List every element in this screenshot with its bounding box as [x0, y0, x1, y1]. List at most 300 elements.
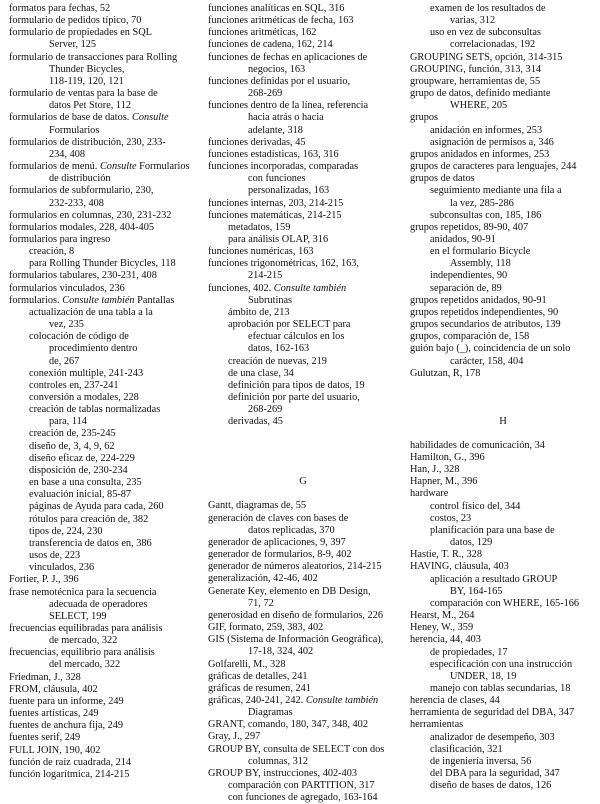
index-subentry [208, 343, 398, 355]
entry-text: especificación con una instrucción [430, 658, 573, 670]
entry-text: creación, 8 [29, 246, 75, 258]
entry-text: generación de claves con bases de [208, 512, 349, 524]
index-subentry [9, 380, 197, 392]
index-subentry [9, 550, 197, 562]
entry-text: efectuar cálculos en los [248, 331, 345, 343]
index-entry [208, 15, 398, 27]
cross-reference-note: Consulte también [62, 294, 135, 306]
index-entry [410, 76, 596, 88]
entry-text: GIF, formato, 259, 383, 402 [208, 622, 324, 634]
index-entry [410, 64, 596, 76]
entry-text: seguimiento mediante una fila a [430, 185, 562, 197]
entry-text: correlacionadas, 192 [450, 39, 536, 51]
entry-text: separación de, 89 [430, 282, 502, 294]
index-subentry [410, 671, 596, 683]
index-subentry [9, 246, 197, 258]
entry-text: analizador de desempeño, 303 [430, 731, 555, 743]
entry-text: funciones derivadas, 45 [208, 136, 306, 148]
entry-text: tipos de, 224, 230 [29, 525, 103, 537]
index-entry [208, 283, 398, 295]
index-entry [208, 659, 398, 671]
entry-text: datos replicadas, 370 [248, 524, 335, 536]
index-entry [9, 647, 197, 659]
cross-reference-note: Consulte también [273, 282, 347, 294]
index-subentry [410, 3, 596, 15]
index-subentry [208, 234, 398, 246]
index-subentry [9, 319, 197, 331]
index-entry [9, 185, 197, 197]
index-subentry [410, 586, 596, 598]
entry-text: funciones definidas por el usuario, [208, 75, 351, 87]
entry-text: colocación de código de [29, 331, 129, 343]
index-subentry [410, 15, 596, 27]
index-subentry [410, 185, 596, 197]
index-subentry [410, 137, 596, 149]
spacer [208, 440, 398, 452]
index-subentry [208, 598, 398, 610]
index-subentry [9, 514, 197, 526]
entry-text: conversión a modales, 228 [29, 392, 139, 403]
index-entry [410, 331, 596, 343]
entry-text: funciones de fechas en aplicaciones de [208, 51, 368, 63]
entry-text: transferencia de datos en, 386 [29, 537, 152, 549]
spacer [208, 428, 398, 440]
entry-text: GROUPING SETS, opción, 314-315 [410, 51, 563, 63]
index-entry [9, 587, 197, 599]
entry-text: 232-233, 408 [49, 197, 104, 209]
entry-text: examen de los resultados de [430, 3, 546, 14]
index-entry [208, 768, 398, 780]
index-entry [208, 537, 398, 549]
entry-text: SELECT, 199 [49, 610, 107, 622]
entry-text: actualización de una tabla a la [29, 306, 153, 318]
index-subentry [410, 125, 596, 137]
index-subentry [410, 501, 596, 513]
entry-text: BY, 164-165 [450, 585, 503, 597]
entry-text: control físico del, 344 [430, 500, 521, 512]
index-entry [208, 695, 398, 707]
entry-text: derivadas, 45 [228, 416, 283, 428]
entry-text: formularios. [9, 294, 60, 306]
entry-text: 17-18, 324, 402 [248, 646, 314, 658]
entry-text: Hamilton, G., 396 [410, 452, 485, 463]
entry-text: anidados, 90-91 [430, 233, 496, 245]
entry-text: funciones analíticas en SQL, 316 [208, 3, 345, 14]
index-entry [9, 15, 197, 27]
entry-text: funciones matemáticas, 214-215 [208, 209, 342, 221]
index-subentry [9, 198, 197, 210]
entry-text: formularios para ingreso [9, 233, 111, 245]
entry-text: generador de aplicaciones, 9, 397 [208, 536, 346, 548]
index-entry [208, 137, 398, 149]
index-subentry [9, 76, 197, 88]
entry-text: funciones incorporadas, comparadas [208, 161, 359, 173]
entry-text: comparación con PARTITION, 317 [228, 780, 375, 792]
entry-text: herencia, 44, 403 [410, 634, 481, 646]
entry-text: WHERE, 205 [450, 100, 508, 112]
entry-text: adelante, 318 [248, 124, 303, 136]
index-entry [208, 744, 398, 756]
entry-text: datos Pet Store, 112 [49, 100, 131, 112]
index-entry [410, 88, 596, 100]
index-subentry [9, 64, 197, 76]
entry-text: fuentes artísticas, 249 [9, 708, 99, 720]
entry-text: diseño de, 3, 4, 9, 62 [29, 440, 115, 452]
index-entry [208, 210, 398, 222]
entry-text: la vez, 285-286 [450, 197, 514, 209]
index-entry [9, 574, 197, 586]
index-entry [208, 513, 398, 525]
index-entry [9, 295, 197, 307]
index-subentry [208, 416, 398, 428]
index-subentry [410, 659, 596, 671]
index-entry [9, 708, 197, 720]
entry-text: funciones estadísticas, 163, 316 [208, 148, 339, 160]
entry-text: formularios de subformulario, 230, [9, 185, 154, 197]
entry-text: herramientas [410, 719, 464, 731]
entry-text: 71, 72 [248, 597, 274, 609]
spacer [410, 392, 596, 404]
index-entry [9, 88, 197, 100]
entry-text: FROM, cláusula, 402 [9, 683, 98, 695]
entry-text: GROUP BY, instrucciones, 402-403 [208, 767, 358, 779]
index-entry [208, 634, 398, 646]
entry-text: 234, 408 [49, 148, 86, 160]
index-subentry [410, 768, 596, 780]
entry-text: GIS (Sistema de Información Geográfica), [208, 634, 384, 646]
index-entry [410, 173, 596, 185]
entry-text: negocios, 163 [248, 63, 306, 75]
entry-text: de mercado, 322 [49, 635, 118, 647]
index-entry [9, 3, 197, 15]
entry-text: grupos secundarios de atributos, 139 [410, 319, 561, 331]
index-column-1 [9, 3, 197, 781]
index-entry [208, 161, 398, 173]
index-entry [208, 149, 398, 161]
entry-text: frecuencias, equilibrio para análisis [9, 647, 155, 659]
entry-text: columnas, 312 [248, 755, 309, 767]
entry-text: GROUP BY, consulta de SELECT con dos [208, 743, 385, 755]
entry-text: clasificación, 321 [430, 743, 503, 755]
index-subentry [410, 683, 596, 695]
cross-reference-target: Pantallas [137, 294, 175, 306]
index-entry [410, 695, 596, 707]
index-subentry [208, 125, 398, 137]
index-subentry [410, 234, 596, 246]
index-entry [410, 634, 596, 646]
index-entry [208, 27, 398, 39]
index-subentry [208, 780, 398, 792]
entry-text: Hastie, T. R., 328 [410, 549, 482, 561]
entry-text: vez, 235 [49, 319, 84, 331]
index-entry [208, 671, 398, 683]
entry-text: Gray, J., 297 [208, 731, 261, 743]
index-entry [208, 3, 398, 15]
index-entry [9, 720, 197, 732]
index-entry [9, 283, 197, 295]
index-entry [410, 610, 596, 622]
entry-text: independientes, 90 [430, 270, 508, 282]
index-entry [9, 732, 197, 744]
index-subentry [410, 356, 596, 368]
index-entry [208, 573, 398, 585]
entry-text: frase nemotécnica para la secuencia [9, 586, 157, 598]
entry-text: aprobación por SELECT para [228, 319, 351, 331]
entry-text: 214-215 [248, 270, 283, 282]
index-entry [9, 137, 197, 149]
entry-text: grupo de datos, definido mediante [410, 88, 551, 100]
entry-text: ámbito de, 213 [228, 306, 290, 318]
index-subentry [9, 331, 197, 343]
entry-text: comparación con WHERE, 165-166 [430, 597, 580, 609]
index-entry [410, 222, 596, 234]
index-entry [9, 769, 197, 781]
index-entry [410, 488, 596, 500]
index-subentry [9, 441, 197, 453]
index-subentry [410, 100, 596, 112]
entry-text: grupos repetidos anidados, 90-91 [410, 294, 547, 306]
index-subentry [410, 258, 596, 270]
entry-text: funciones aritméticas de fecha, 163 [208, 15, 354, 27]
entry-text: páginas de Ayuda para cada, 260 [29, 501, 164, 513]
entry-text: grupos repetidos independientes, 90 [410, 306, 559, 318]
entry-text: metadatos, 159 [228, 221, 291, 233]
entry-text: en base a una consulta, 235 [29, 477, 142, 489]
index-subentry [410, 756, 596, 768]
index-subentry [410, 598, 596, 610]
entry-text: diseño de bases de datos, 126 [430, 780, 552, 792]
index-entry [9, 623, 197, 635]
index-entry [208, 610, 398, 622]
entry-text: carácter, 158, 404 [450, 355, 524, 367]
entry-text: GROUPING, función, 313, 314 [410, 63, 541, 75]
index-entry [208, 586, 398, 598]
cross-reference-note: Consulte [99, 161, 137, 173]
entry-text: hardware [410, 488, 449, 500]
entry-text: 268-269 [248, 88, 283, 100]
entry-text: disposición de, 230-234 [29, 464, 128, 476]
index-entry [410, 161, 596, 173]
entry-text: funciones, 402. [208, 282, 272, 294]
index-entry [208, 76, 398, 88]
index-subentry [410, 210, 596, 222]
entry-text: grupos, comparación de, 158 [410, 331, 530, 343]
spacer [410, 380, 596, 392]
entry-text: 268-269 [248, 404, 283, 416]
entry-text: de propiedades, 17 [430, 646, 508, 658]
index-subentry [9, 538, 197, 550]
index-subentry [208, 112, 398, 124]
index-entry [208, 683, 398, 695]
cross-reference-note: Consulte también [305, 694, 379, 706]
entry-text: formularios de base de datos. [9, 112, 130, 124]
index-entry [410, 368, 596, 380]
entry-text: controles en, 237-241 [29, 379, 119, 391]
entry-text: grupos de caracteres para lenguajes, 244 [410, 161, 577, 173]
entry-text: con funciones [248, 173, 306, 185]
entry-text: GRANT, comando, 180, 347, 348, 402 [208, 719, 368, 731]
entry-text: definición para tipos de datos, 19 [228, 379, 365, 391]
entry-text: de distribución [49, 173, 111, 185]
entry-text: FULL JOIN, 190, 402 [9, 744, 101, 756]
entry-text: datos, 162-163 [248, 343, 310, 355]
index-subentry [9, 100, 197, 112]
entry-text: creación de nuevas, 219 [228, 355, 327, 367]
entry-text: formularios de distribución, 230, 233- [9, 136, 166, 148]
index-entry [208, 719, 398, 731]
index-entry [208, 100, 398, 112]
entry-text: formularios en columnas, 230, 231-232 [9, 209, 172, 221]
entry-text: subconsultas con, 185, 186 [430, 209, 542, 221]
index-subentry [9, 258, 197, 270]
index-entry [9, 696, 197, 708]
entry-text: UNDER, 18, 19 [450, 670, 517, 682]
cross-reference-note: Consulte [131, 112, 169, 124]
section-letter-heading: G [299, 476, 307, 488]
entry-text: funciones dentro de la línea, referencia [208, 100, 369, 112]
entry-text: asignación de permisos a, 346 [430, 136, 554, 148]
entry-text: evaluación inicial, 85-87 [29, 489, 132, 501]
entry-text: funciones internas, 203, 214-215 [208, 197, 344, 209]
index-entry [208, 198, 398, 210]
entry-text: Hearst, M., 264 [410, 610, 475, 622]
entry-text: Subrutinas [248, 294, 293, 306]
entry-text: Golfarelli, M., 328 [208, 658, 286, 670]
index-subentry [208, 792, 398, 804]
entry-text: de una clase, 34 [228, 367, 294, 379]
entry-text: planificación para una base de [430, 524, 555, 536]
entry-text: gráficas, 240-241, 242. [208, 694, 304, 706]
index-subentry [9, 489, 197, 501]
index-subentry [208, 356, 398, 368]
index-subentry [9, 562, 197, 574]
entry-text: función de raíz cuadrada, 214 [9, 756, 132, 768]
entry-text: definición por parte del usuario, [228, 392, 360, 403]
entry-text: funciones de cadena, 162, 214 [208, 39, 333, 51]
entry-text: formularios de menú. [9, 161, 98, 173]
entry-text: grupos [410, 112, 439, 124]
cross-reference-target: Formularios [139, 161, 190, 173]
index-entry [208, 246, 398, 258]
index-subentry [9, 356, 197, 368]
index-subentry [410, 39, 596, 51]
index-subentry [208, 307, 398, 319]
entry-text: gráficas de resumen, 241 [208, 682, 311, 694]
index-subentry [208, 646, 398, 658]
index-subentry [9, 343, 197, 355]
index-subentry [410, 270, 596, 282]
entry-text: uso en vez de subconsultas [430, 27, 541, 39]
index-entry [9, 745, 197, 757]
index-subentry [208, 222, 398, 234]
entry-text: función logarítmica, 214-215 [9, 768, 130, 780]
index-subentry [410, 198, 596, 210]
index-entry [9, 222, 197, 234]
index-subentry [9, 428, 197, 440]
index-subentry [208, 404, 398, 416]
index-subentry [208, 368, 398, 380]
entry-text: fuente para un informe, 249 [9, 695, 124, 707]
index-entry [208, 39, 398, 51]
index-entry [410, 452, 596, 464]
entry-text: Server, 125 [49, 39, 97, 51]
entry-text: Formularios [49, 124, 100, 136]
index-subentry [9, 173, 197, 185]
index-subentry [208, 331, 398, 343]
entry-text: frecuencias equilibradas para análisis [9, 622, 163, 634]
entry-text: Heney, W., 359 [410, 622, 474, 634]
entry-text: usos de, 223 [29, 550, 81, 562]
entry-text: diseño eficaz de, 224-229 [29, 452, 135, 464]
entry-text: de, 267 [49, 355, 80, 367]
index-subentry [208, 88, 398, 100]
entry-text: generador de formularios, 8-9, 402 [208, 549, 352, 561]
index-subentry [9, 599, 197, 611]
entry-text: formatos para fechas, 52 [9, 3, 111, 14]
entry-text: Han, J., 328 [410, 464, 460, 476]
index-entry [208, 561, 398, 573]
index-entry [410, 112, 596, 124]
index-entry [208, 731, 398, 743]
entry-text: formularios vinculados, 236 [9, 282, 125, 294]
index-subentry [208, 707, 398, 719]
entry-text: anidación en informes, 253 [430, 124, 543, 136]
index-subentry [9, 149, 197, 161]
index-subentry [410, 732, 596, 744]
index-entry [410, 476, 596, 488]
index-subentry [208, 319, 398, 331]
entry-text: Gulutzan, R, 178 [410, 367, 481, 379]
entry-text: personalizadas, 163 [248, 185, 330, 197]
entry-text: funciones trigonométricas, 162, 163, [208, 258, 359, 270]
section-letter-heading: H [499, 415, 507, 427]
entry-text: varias, 312 [450, 15, 496, 27]
index-entry [410, 343, 596, 355]
entry-text: formulario de pedidos típico, 70 [9, 15, 142, 27]
entry-text: hacia atrás o hacia [248, 112, 324, 124]
entry-text: para Rolling Thunder Bicycles, 118 [29, 258, 176, 270]
entry-text: Thunder Bicycles, [49, 63, 125, 75]
entry-text: manejo con tablas secundarias, 18 [430, 682, 571, 694]
index-subentry [9, 392, 197, 404]
entry-text: HAVING, cláusula, 403 [410, 561, 509, 573]
index-subentry [410, 574, 596, 586]
index-subentry [410, 27, 596, 39]
entry-text: Diagramas [248, 707, 293, 719]
entry-text: Generate Key, elemento en DB Design, [208, 585, 371, 597]
index-entry [410, 464, 596, 476]
index-subentry [410, 513, 596, 525]
entry-text: formulario de ventas para la base de [9, 88, 158, 100]
index-subentry [208, 64, 398, 76]
entry-text: Fortier, P. J., 396 [9, 574, 79, 586]
entry-text: grupos anidados en informes, 253 [410, 148, 550, 160]
index-entry [9, 270, 197, 282]
entry-text: rótulos para creación de, 382 [29, 513, 149, 525]
index-entry [410, 707, 596, 719]
index-subentry [410, 525, 596, 537]
entry-text: vinculados, 236 [29, 562, 95, 574]
entry-text: formularios modales, 228, 404-405 [9, 221, 154, 233]
index-entry [9, 684, 197, 696]
entry-text: gráficas de detalles, 241 [208, 670, 308, 682]
entry-text: fuentes serif, 249 [9, 732, 81, 744]
entry-text: para análisis OLAP, 316 [228, 233, 329, 245]
index-subentry [410, 246, 596, 258]
index-column-2 [208, 3, 398, 804]
index-entry [410, 440, 596, 452]
entry-text: procedimiento dentro [49, 343, 138, 355]
